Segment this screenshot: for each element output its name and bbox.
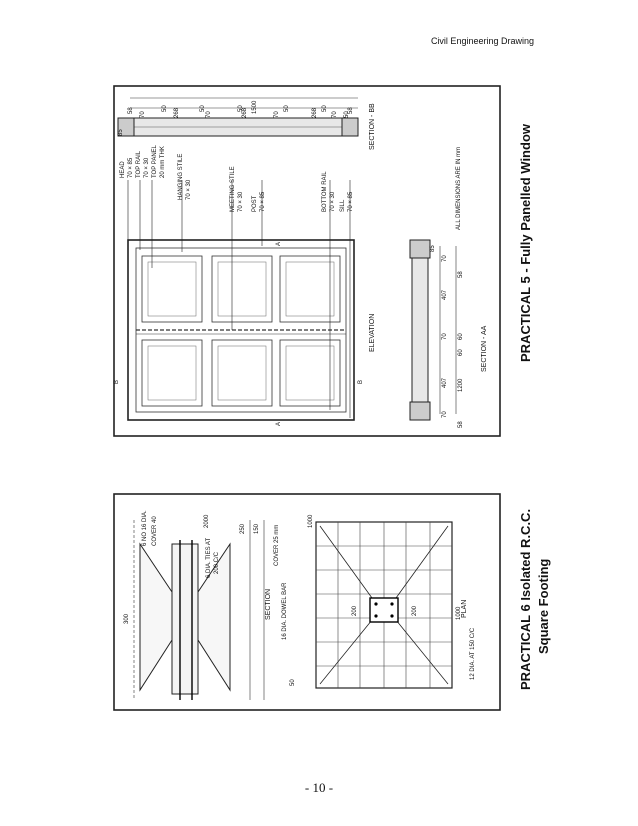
label-top-panel: TOP PANEL — [152, 144, 158, 178]
mark-b: B — [358, 379, 364, 384]
aa-dim: 70 — [442, 333, 448, 340]
footing-plan — [316, 522, 452, 688]
aa-dim: 60 — [458, 333, 464, 340]
label-ties2: 200 C/C — [214, 551, 220, 574]
page-header: Civil Engineering Drawing — [430, 36, 534, 46]
mark-b: B — [114, 379, 120, 384]
aa-dim: 85 — [430, 245, 436, 252]
label-section: SECTION — [265, 588, 272, 620]
window-labels — [114, 100, 488, 428]
bb-dim: 1500 — [252, 100, 258, 114]
aa-dim: 70 — [442, 411, 448, 418]
page-number: - 10 - — [304, 780, 334, 795]
bb-dim: 58 — [128, 107, 134, 114]
label-dims-note: ALL DIMENSIONS ARE IN mm — [456, 146, 462, 230]
label-post-size: 70 × 85 — [260, 191, 266, 212]
footing-dim: 150 — [254, 523, 260, 534]
footing-dim: 2000 — [204, 514, 210, 528]
aa-dim: 407 — [442, 289, 448, 300]
practical5-title: PRACTICAL 5 - Fully Panelled Window — [518, 124, 533, 362]
practical6-subtitle: Square Footing — [536, 558, 551, 654]
label-dim-85: 85 — [118, 129, 124, 136]
footing-dim: 1000 — [308, 514, 314, 528]
bb-dim2: 70 — [140, 111, 146, 118]
aa-dim: 407 — [442, 377, 448, 388]
label-section-bb: SECTION - BB — [369, 103, 376, 150]
label-mesh: 12 DIA. AT 150 C/C — [470, 627, 476, 680]
label-ties: 6 DIA. TIES AT — [206, 537, 212, 578]
window-elevation — [128, 240, 354, 420]
practical6-title: PRACTICAL 6 Isolated R.C.C. — [518, 508, 533, 690]
bb-dim2: 268 — [174, 107, 180, 118]
label-head: HEAD — [120, 161, 126, 178]
label-plan: PLAN — [461, 599, 468, 618]
bb-dim: 50 — [322, 105, 328, 112]
window-leaders — [128, 180, 350, 418]
label-top-rail: TOP RAIL — [136, 150, 142, 178]
label-top-panel-thk: 20 mm THK — [160, 146, 166, 178]
label-bottom-rail: BOTTOM RAIL — [322, 171, 328, 212]
label-hanging-stile-size: 70 × 30 — [186, 179, 192, 200]
bb-dim2: 50 — [344, 111, 350, 118]
footing-dim: 50 — [290, 679, 296, 686]
label-meeting-stile: MEETING STILE — [230, 166, 236, 212]
aa-dim: 60 — [458, 349, 464, 356]
footing-dim: 1000 — [456, 606, 462, 620]
label-head-size: 70 × 85 — [128, 157, 134, 178]
label-elevation: ELEVATION — [369, 313, 376, 352]
label-cover25: COVER 25 mm — [274, 524, 280, 566]
label-bars-main: 6 NO 16 DIA. — [142, 510, 148, 546]
footing-section — [134, 520, 264, 700]
label-hanging-stile: HANGING STILE — [178, 153, 184, 200]
label-meeting-stile-size: 70 × 30 — [238, 191, 244, 212]
bb-dim: 50 — [238, 105, 244, 112]
label-sill-size: 70 × 85 — [348, 191, 354, 212]
bb-dim2: 70 — [274, 111, 280, 118]
aa-dim: 1200 — [458, 378, 464, 392]
bb-dim: 50 — [162, 105, 168, 112]
label-bottom-rail-size: 70 × 30 — [330, 191, 336, 212]
section-aa — [410, 240, 456, 420]
label-cover40: COVER 40 — [152, 516, 158, 546]
label-section-aa: SECTION - AA — [481, 325, 488, 372]
bb-dim2: 268 — [242, 107, 248, 118]
footing-dim: 200 — [352, 605, 358, 616]
bb-dim2: 70 — [332, 111, 338, 118]
footing-dim: 300 — [124, 613, 130, 624]
label-post: POST — [252, 195, 258, 212]
bb-dim: 58 — [348, 107, 354, 114]
bb-dim2: 70 — [206, 111, 212, 118]
section-bb — [118, 98, 358, 136]
footing-dim: 250 — [240, 523, 246, 534]
label-dowel: 16 DIA. DOWEL BAR — [282, 582, 288, 640]
mark-a: A — [276, 241, 282, 246]
bb-dim: 50 — [284, 105, 290, 112]
aa-dim: 58 — [458, 421, 464, 428]
mark-a: A — [276, 421, 282, 426]
aa-dim: 70 — [442, 255, 448, 262]
label-sill: SILL — [340, 199, 346, 212]
aa-dim: 58 — [458, 271, 464, 278]
footing-drawing — [114, 494, 500, 710]
footing-dim: 200 — [412, 605, 418, 616]
bb-dim2: 268 — [312, 107, 318, 118]
label-top-rail-size: 70 × 30 — [144, 157, 150, 178]
bb-dim: 50 — [200, 105, 206, 112]
